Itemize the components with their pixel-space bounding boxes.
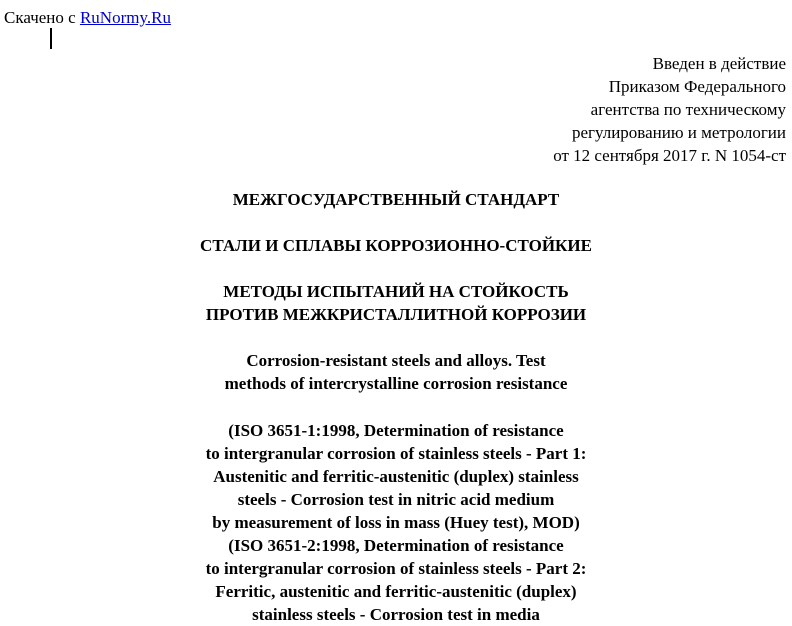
iso-line: (ISO 3651-2:1998, Determination of resistance: [228, 536, 564, 555]
standard-type-heading: [0, 188, 792, 211]
enactment-line: регулированию и метрологии: [571, 123, 786, 142]
enactment-line: от 12 сентября 2017 г. N 1054-ст: [553, 146, 786, 165]
iso-line: steels - Corrosion test in nitric acid medium: [237, 490, 555, 509]
iso-line: to intergranular corrosion of stainless steels - Part 1:: [205, 444, 587, 463]
enactment-line: агентства по техническому: [590, 100, 786, 119]
english-title: [0, 349, 792, 395]
standard-title-text: СТАЛИ И СПЛАВЫ КОРРОЗИОННО-СТОЙКИЕ: [200, 236, 592, 255]
iso-line: (ISO 3651-1:1998, Determination of resistance: [228, 421, 564, 440]
iso-line: to intergranular corrosion of stainless steels - Part 2:: [205, 559, 587, 578]
subtitle-line: ПРОТИВ МЕЖКРИСТАЛЛИТНОЙ КОРРОЗИИ: [205, 305, 587, 324]
standard-type-text: МЕЖГОСУДАРСТВЕННЫЙ СТАНДАРТ: [232, 190, 560, 209]
english-title-line: Corrosion-resistant steels and alloys. Test: [246, 351, 546, 370]
iso-references: [0, 419, 792, 626]
iso-line: Austenitic and ferritic-austenitic (duplex) stainless: [213, 467, 579, 486]
downloaded-prefix: Скачено с: [4, 8, 76, 27]
enactment-note: [553, 52, 786, 167]
iso-line: Ferritic, austenitic and ferritic-austenitic (duplex): [215, 582, 577, 601]
subtitle-line: МЕТОДЫ ИСПЫТАНИЙ НА СТОЙКОСТЬ: [223, 282, 569, 301]
standard-title: [0, 234, 792, 257]
enactment-line: Введен в действие: [652, 54, 786, 73]
english-title-line: methods of intercrystalline corrosion resistance: [224, 374, 568, 393]
iso-line: stainless steels - Corrosion test in media: [252, 605, 540, 624]
iso-line: by measurement of loss in mass (Huey test), MOD): [212, 513, 580, 532]
enactment-line: Приказом Федерального: [608, 77, 786, 96]
text-cursor: [50, 28, 52, 49]
runormy-link[interactable]: RuNormy.Ru: [79, 8, 171, 27]
standard-subtitle: [0, 280, 792, 326]
download-source-line: [4, 6, 171, 29]
